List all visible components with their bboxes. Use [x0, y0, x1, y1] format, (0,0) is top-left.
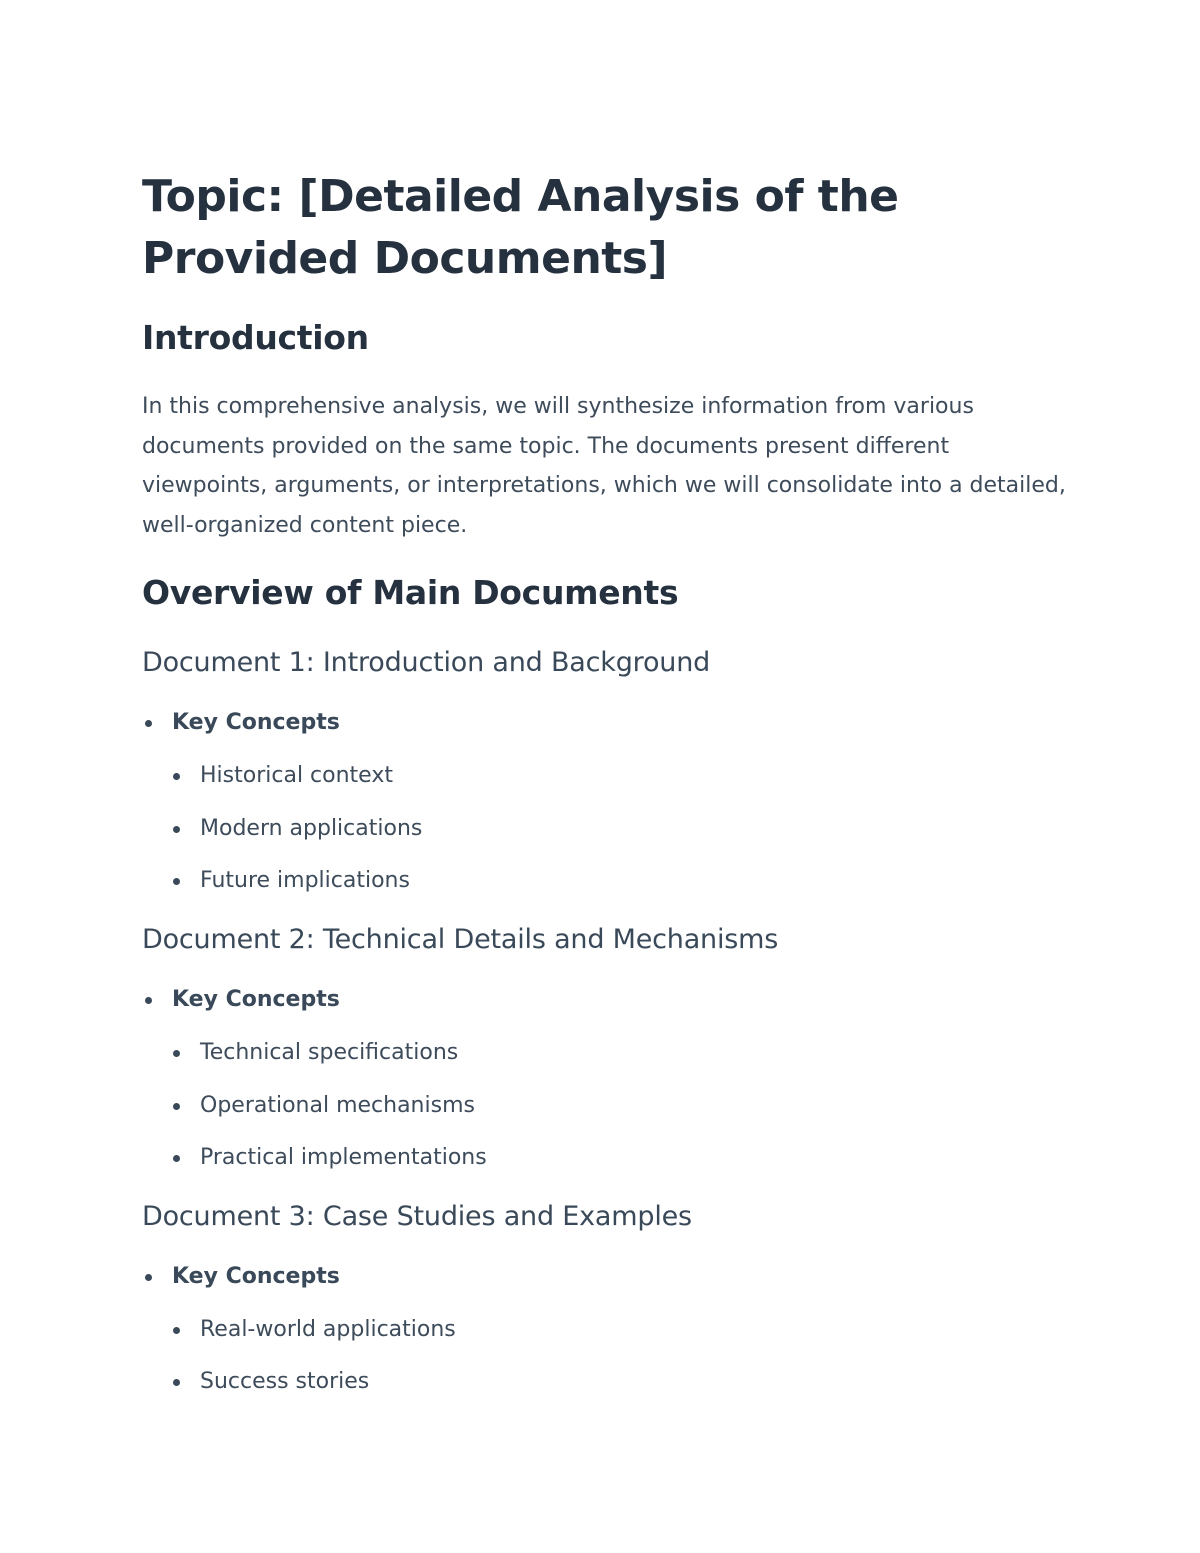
document-2-key-concepts: Key Concepts: [172, 985, 340, 1015]
document-3-heading: Document 3: Case Studies and Examples: [142, 1201, 692, 1232]
page-title: Topic: [Detailed Analysis of the Provided Documents]: [142, 171, 899, 284]
document-3-key-concepts: Key Concepts: [172, 1262, 340, 1292]
list-item: Future implications: [200, 866, 410, 896]
list-item: Operational mechanisms: [200, 1091, 475, 1121]
list-item: Real-world applications: [200, 1315, 456, 1345]
overview-heading: Overview of Main Documents: [142, 573, 679, 612]
document-1-heading: Document 1: Introduction and Background: [142, 647, 711, 678]
list-item: Technical specifications: [200, 1038, 458, 1068]
list-item: Historical context: [200, 761, 393, 791]
document-1-key-concepts: Key Concepts: [172, 708, 340, 738]
document-2-heading: Document 2: Technical Details and Mechanisms: [142, 924, 779, 955]
list-item: Success stories: [200, 1367, 369, 1397]
list-item: Modern applications: [200, 814, 422, 844]
introduction-heading: Introduction: [142, 318, 369, 357]
list-item: Practical implementations: [200, 1143, 487, 1173]
introduction-paragraph: In this comprehensive analysis, we will synthesize information from various documents provided on the same topic. The documents present different viewpoints, arguments, or interpretations, which we will consolidate into a detailed, well-organized content piece.: [142, 394, 1066, 538]
